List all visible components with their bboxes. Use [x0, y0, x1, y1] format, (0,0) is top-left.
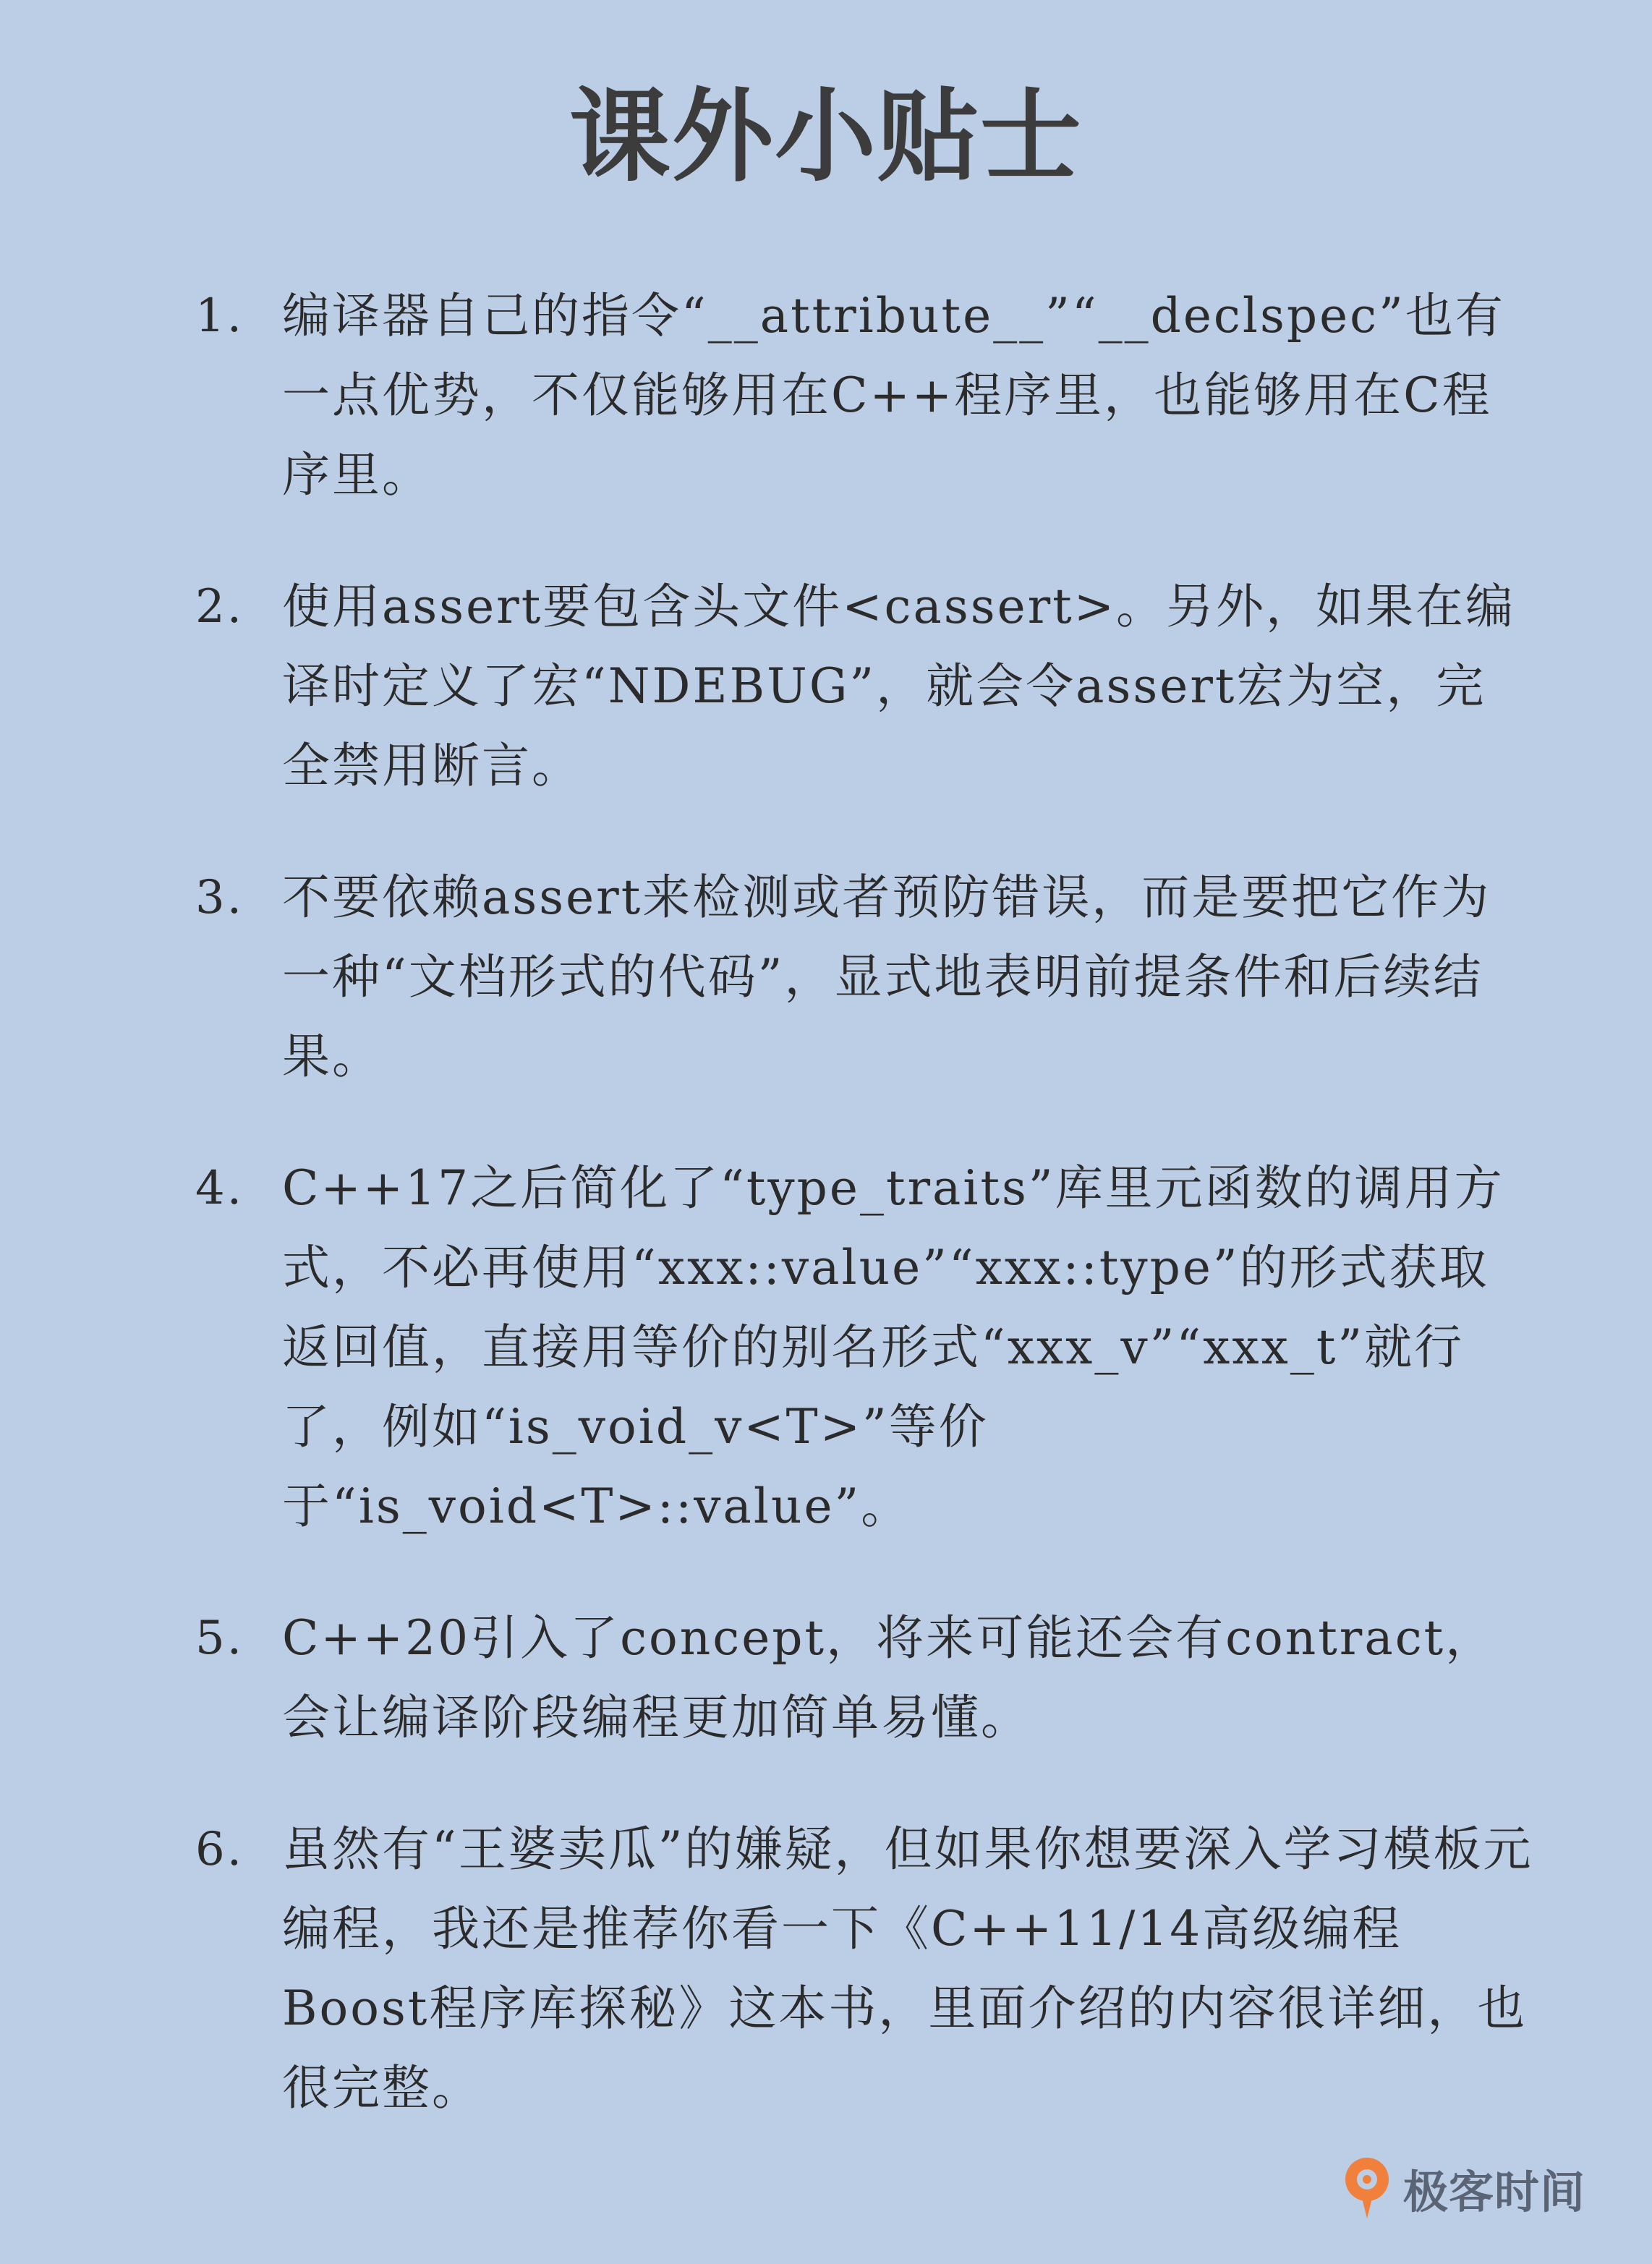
tip-number: 5.: [195, 1612, 244, 1665]
page-title: 课外小贴士: [569, 78, 1083, 196]
tip-text: 编译器自己的指令“__attribute__”“__declspec”也有一点优势，不仅能够用在C++程序里，也能够用在C程序里。: [282, 288, 1505, 503]
geektime-logo: [1341, 2141, 1585, 2235]
tip-text: 使用assert要包含头文件<cassert>。另外，如果在编译时定义了宏“NDEBUG”，就会令assert宏为空，完全禁用断言。: [282, 579, 1516, 793]
tip-item: [195, 1599, 1533, 1758]
tip-item: [195, 567, 1533, 806]
tip-text: 不要依赖assert来检测或者预防错误，而是要把它作为一种“文档形式的代码”，显式地表明前提条件和后续结果。: [282, 869, 1491, 1084]
logo-text: 极客时间: [1402, 2165, 1585, 2218]
tip-number: 1.: [195, 289, 244, 343]
tip-item: [195, 276, 1533, 515]
tip-number: 2.: [195, 580, 244, 634]
tip-number: 4.: [195, 1162, 244, 1215]
tip-item: [195, 1810, 1533, 2128]
geektime-logo-icon: [1341, 2153, 1393, 2223]
tip-text: C++20引入了concept，将来可能还会有contract，会让编译阶段编程更加简单易懂。: [282, 1610, 1496, 1745]
tip-number: 6.: [195, 1823, 244, 1876]
tips-list: [195, 276, 1533, 2180]
tip-text: 虽然有“王婆卖瓜”的嫌疑，但如果你想要深入学习模板元编程，我还是推荐你看一下《C++11/14高级编程 Boost程序库探秘》这本书，里面介绍的内容很详细，也很完整。: [282, 1821, 1533, 2116]
tip-number: 3.: [195, 871, 244, 924]
tip-item: [195, 1149, 1533, 1546]
tip-item: [195, 858, 1533, 1097]
tip-text: C++17之后简化了“type_traits”库里元函数的调用方式，不必再使用“xxx::value”“xxx::type”的形式获取返回值，直接用等价的别名形式“xxx_v”“xxx_t”就行了，例如“is_void_v<T>”等价于“is_void<T>::value”。: [282, 1160, 1504, 1534]
